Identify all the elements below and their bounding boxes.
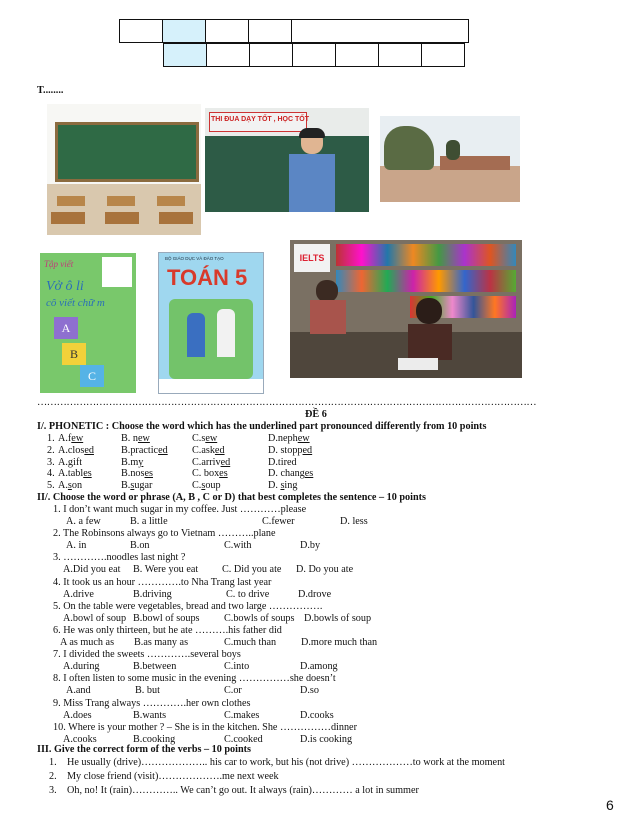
phonetic-option-under: g <box>67 456 73 468</box>
answer-option: B.on <box>130 540 150 552</box>
answer-option: A. in <box>66 540 87 552</box>
phonetic-option <box>58 433 83 445</box>
phonetic-option-pre: A.clos <box>58 444 85 456</box>
letter-a: A <box>54 317 78 339</box>
crossword-cell <box>379 44 422 67</box>
phonetic-option <box>192 457 230 469</box>
answer-option: B. Were you eat <box>133 564 199 576</box>
answer-option: B.as many as <box>134 637 189 648</box>
crossword-cell <box>293 44 336 67</box>
crossword-cell-highlighted <box>164 44 207 67</box>
phonetic-option-pre: C. box <box>192 468 220 480</box>
answer-option: D.drove <box>298 588 332 600</box>
answer-option: D.among <box>300 661 338 673</box>
phonetic-option-under: es <box>219 468 228 480</box>
answer-option: A.drive <box>63 588 94 600</box>
phonetic-option <box>121 480 152 492</box>
phonetic-option-under: es <box>83 468 92 480</box>
phonetic-number: 2. <box>47 444 55 456</box>
answer-option: C.with <box>224 540 252 552</box>
crossword-cell <box>207 44 250 67</box>
letter-c: C <box>80 365 104 387</box>
phonetic-option-post: oup <box>205 480 221 492</box>
ielts-sign: IELTS <box>294 244 330 272</box>
answer-option: C.cooked <box>224 733 263 745</box>
phonetic-option <box>268 480 297 492</box>
phonetic-option-under: ed <box>220 456 231 468</box>
answer-option: D.is cooking <box>300 733 353 745</box>
phonetic-option-pre: C. <box>192 480 202 492</box>
answer-option: D. less <box>340 516 368 527</box>
phonetic-option <box>192 468 228 480</box>
phonetic-option <box>268 468 313 480</box>
answer-option: A.and <box>66 685 91 697</box>
phonetic-option-under: es <box>304 468 314 480</box>
phonetic-option <box>268 433 310 445</box>
answer-option: B. but <box>135 685 160 697</box>
answer-option: A. a few <box>66 516 101 527</box>
phonetic-option-pre: A.f <box>58 433 72 444</box>
answer-option: A.does <box>63 709 92 721</box>
notebook-cover <box>40 253 136 393</box>
phonetic-option-pre: D.tired <box>268 456 297 468</box>
phonetic-option-under: s <box>201 480 206 492</box>
phonetic-option <box>58 445 94 457</box>
phonetic-option <box>58 480 82 492</box>
phonetic-option <box>268 457 297 469</box>
phonetic-option-post: ift <box>73 456 83 468</box>
answer-option: C.much than <box>224 637 277 648</box>
schoolyard-photo <box>380 116 520 202</box>
phonetic-option-under: s <box>67 480 72 492</box>
crossword-cell-highlighted <box>163 20 206 43</box>
answer-option: D. Do you ate <box>296 564 354 576</box>
phonetic-number: 5. <box>47 480 55 492</box>
phonetic-number: 1. <box>47 433 55 444</box>
answer-option: D.by <box>300 540 321 552</box>
title-prefix: T........ <box>37 85 64 96</box>
phonetic-option-under: ed <box>158 444 168 456</box>
answer-option: D.more much than <box>301 637 378 648</box>
crossword-cell <box>250 44 293 67</box>
answer-option: B.wants <box>133 709 167 721</box>
answer-option: B.cooking <box>133 733 176 745</box>
crossword-cell <box>292 20 469 43</box>
phonetic-option-pre: C.arriv <box>192 456 221 468</box>
letter-b: B <box>62 343 86 365</box>
phonetic-option-pre: D. stopp <box>268 444 303 456</box>
answer-option: B.bowl of soups <box>133 612 200 624</box>
phonetic-option <box>268 445 312 457</box>
phonetic-option <box>121 445 168 457</box>
phonetic-option-pre: B.practic <box>121 444 159 456</box>
phonetic-option-under: es <box>144 468 153 480</box>
answer-option: C. Did you ate <box>222 564 282 576</box>
question-text: 6. He was only thirteen, but he ate ……….his father did <box>53 625 282 636</box>
phonetic-option-under: ed <box>214 444 225 456</box>
answer-option: C.into <box>224 661 250 673</box>
section3-heading: III. Give the correct form of the verbs – 10 points <box>37 744 251 755</box>
phonetic-option-under: ew <box>71 433 84 444</box>
verb-item-number: 3. <box>49 785 57 796</box>
phonetic-option-pre: B. n <box>121 433 138 444</box>
question-text: 1. I don’t want much sugar in my coffee. Just …………please <box>53 504 307 515</box>
book-title: TOÁN 5 <box>167 265 248 290</box>
question-text: 5. On the table were vegetables, bread and two large ……………. <box>53 600 323 612</box>
answer-option: A.cooks <box>63 733 97 745</box>
test-title: ĐỀ 6 <box>305 409 327 420</box>
answer-option: C.makes <box>224 709 260 721</box>
classroom-photo <box>47 104 201 235</box>
math-book-cover <box>158 252 264 394</box>
notebook-line1: Vở ô li <box>46 279 84 294</box>
phonetic-option-under: ew <box>137 433 150 444</box>
question-text: 8. I often listen to some music in the evening ……………she doesn’t <box>53 673 336 685</box>
phonetic-option-under: y <box>138 456 144 468</box>
answer-option: C.fewer <box>262 516 295 527</box>
verb-item-text: Oh, no! It (rain)………….. We can’t go out. It always (rain)………… a lot in summer <box>67 785 419 796</box>
crossword-cell <box>336 44 379 67</box>
phonetic-option-pre: A. <box>58 480 68 492</box>
phonetic-option <box>121 468 153 480</box>
answer-option: A.bowl of soup <box>63 612 127 624</box>
verb-item-text: My close friend (visit)……………….me next week <box>67 771 279 782</box>
answer-option: C. to drive <box>226 588 270 600</box>
answer-option: D.so <box>300 685 319 697</box>
crossword-cell <box>206 20 249 43</box>
phonetic-option-pre: D. chang <box>268 468 305 480</box>
phonetic-option-post: ing <box>284 480 298 492</box>
question-text: 2. The Robinsons always go to Vietnam ………..plane <box>53 528 276 540</box>
phonetic-option-under: s <box>280 480 285 492</box>
phonetic-option-pre: C.s <box>192 433 206 444</box>
phonetic-option <box>58 457 82 469</box>
question-text: 4. It took us an hour ………….to Nha Trang last year <box>53 576 272 588</box>
crossword-bottom-row <box>163 43 465 67</box>
teacher-photo <box>205 108 369 212</box>
crossword-top-row <box>119 19 469 43</box>
question-text: 9. Miss Trang always ………….her own clothes <box>53 697 251 709</box>
library-photo <box>290 240 522 378</box>
answer-option: D.bowls of soup <box>304 612 372 624</box>
phonetic-option-post: on <box>71 480 83 492</box>
answer-option: B. a little <box>130 516 168 527</box>
phonetic-option-pre: B. <box>121 480 131 492</box>
phonetic-option-pre: B.m <box>121 456 139 468</box>
answer-option: A as much as <box>60 637 115 648</box>
crossword-cell <box>249 20 292 43</box>
phonetic-option-pre: A.tabl <box>58 468 84 480</box>
answer-option: C.bowls of soups <box>224 612 295 624</box>
answer-option: C.or <box>224 685 242 697</box>
phonetic-option-post: ugar <box>134 480 153 492</box>
phonetic-option <box>58 468 92 480</box>
phonetic-option-under: ed <box>84 444 94 456</box>
phonetic-option-under: ew <box>297 433 310 444</box>
phonetic-option-under: ed <box>302 444 313 456</box>
phonetic-number: 3. <box>47 456 55 468</box>
phonetic-option <box>121 433 150 445</box>
answer-option: D.cooks <box>300 709 334 721</box>
book-publisher: BỘ GIÁO DỤC VÀ ĐÀO TẠO <box>165 256 224 261</box>
crossword-cell <box>120 20 163 43</box>
crossword-cell <box>422 44 465 67</box>
phonetic-option <box>192 480 221 492</box>
verb-item-number: 2. <box>49 771 57 782</box>
section1-heading: I/. PHONETIC : Choose the word which has the underlined part pronounced differently from 10 points <box>37 421 487 432</box>
verb-item-text: He usually (drive)……………….. his car to work, but his (not drive) ………………to work at the moment <box>67 757 505 768</box>
question-text: 3. ………….noodles last night ? <box>53 552 186 564</box>
section2-heading: II/. Choose the word or phrase (A, B , C or D) that best completes the sentence – 10 points <box>37 492 426 503</box>
verb-item-number: 1. <box>49 757 57 768</box>
phonetic-option-pre: D.neph <box>268 433 298 444</box>
phonetic-number: 4. <box>47 468 55 480</box>
page-number: 6 <box>606 797 614 813</box>
question-text: 10. Where is your mother ? – She is in the kitchen. She ……………dinner <box>53 721 357 733</box>
notebook-line2: cô viết chữ m <box>46 297 105 309</box>
phonetic-option-under: ew <box>205 433 218 444</box>
answer-option: B.driving <box>133 588 172 600</box>
phonetic-option-pre: A. <box>58 456 68 468</box>
answer-option: A.during <box>63 661 100 673</box>
banner-text: THI ĐUA DẠY TỐT , HỌC TỐT <box>211 116 309 123</box>
phonetic-option <box>192 433 217 445</box>
phonetic-option-pre: C.ask <box>192 444 215 456</box>
phonetic-option-pre: D. <box>268 480 281 492</box>
answer-option: A.Did you eat <box>63 564 121 576</box>
phonetic-option-under: s <box>130 480 135 492</box>
phonetic-option <box>192 445 225 457</box>
answer-option: B.between <box>133 661 177 673</box>
dotted-rule: ……………………………………………………………………………………………………………………………………… <box>37 397 537 408</box>
phonetic-option-pre: B.nos <box>121 468 145 480</box>
phonetic-option <box>121 457 143 469</box>
notebook-title: Tập viết <box>44 259 74 269</box>
question-text: 7. I divided the sweets ………….several boys <box>53 649 241 661</box>
